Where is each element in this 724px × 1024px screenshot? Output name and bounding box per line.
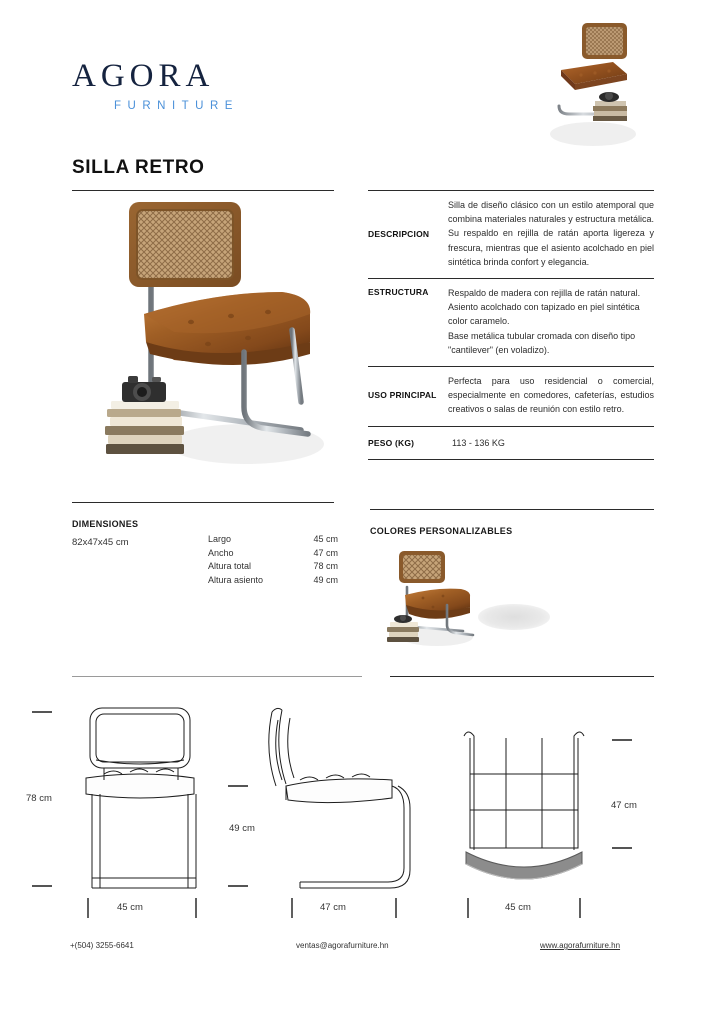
tech-divider-right <box>390 676 654 677</box>
color-placeholder-shadow <box>478 604 550 630</box>
title-divider <box>72 190 334 191</box>
top-width-label: 45 cm <box>505 902 531 913</box>
footer-phone: +(504) 3255-6641 <box>70 941 134 950</box>
drawing-front-view <box>32 708 196 918</box>
side-width-label: 47 cm <box>320 902 346 913</box>
spec-value-peso: 113 - 136 KG <box>452 437 505 448</box>
spec-row-descripcion <box>368 190 654 278</box>
dimensions-heading: DIMENSIONES <box>72 519 139 529</box>
side-height-label: 49 cm <box>229 823 255 834</box>
spec-table <box>368 190 654 460</box>
dimension-name: Ancho <box>208 547 234 558</box>
technical-drawings <box>0 690 724 930</box>
table-row <box>208 574 338 588</box>
dimension-name: Altura asiento <box>208 574 264 585</box>
estructura-line: Asiento acolchado con tapizado en piel sintética color caramelo. <box>448 302 640 327</box>
dimensions-table <box>208 533 338 587</box>
brand-logo <box>72 60 292 112</box>
dimension-value: 78 cm <box>313 561 338 571</box>
table-row <box>208 547 338 561</box>
drawing-side-view <box>228 708 410 918</box>
dimensions-divider <box>72 502 334 503</box>
colors-heading: COLORES PERSONALIZABLES <box>370 526 513 536</box>
spec-value-uso-principal: Perfecta para uso residencial o comercial, especialmente en comedores, cafeterías, estudios creativos o salas de reunión con estilo retro. <box>448 376 654 415</box>
dimension-value: 47 cm <box>313 547 338 558</box>
dimension-value: 49 cm <box>313 574 338 585</box>
product-photo-main <box>96 192 358 482</box>
spec-label-uso-principal: USO PRINCIPAL <box>368 390 437 401</box>
spec-label-estructura: ESTRUCTURA <box>368 287 429 298</box>
front-width-label: 45 cm <box>117 902 143 913</box>
spec-label-descripcion: DESCRIPCION <box>368 228 430 239</box>
page-title: SILLA RETRO <box>72 157 205 178</box>
drawing-top-view <box>464 732 632 918</box>
spec-value-descripcion: Silla de diseño clásico con un estilo atemporal que combina materiales naturales y estructura metálica. Su respaldo en rejilla de ratán aporta ligereza y frescura, mientras que el asiento acolchado en piel sintética brinda confort y elegancia. <box>448 200 654 267</box>
top-depth-label: 47 cm <box>611 800 637 811</box>
footer-email[interactable]: ventas@agorafurniture.hn <box>296 941 389 950</box>
table-row <box>208 560 338 574</box>
estructura-line: Base metálica tubular cromada con diseño tipo "cantilever" (en voladizo). <box>448 330 636 355</box>
spec-row-uso-principal <box>368 366 654 426</box>
table-row <box>208 533 338 547</box>
brand-name: AGORA <box>72 58 215 94</box>
front-height-label: 78 cm <box>26 793 52 804</box>
footer-website[interactable]: www.agorafurniture.hn <box>540 941 621 950</box>
estructura-line: Respaldo de madera con rejilla de ratán natural. <box>448 288 641 299</box>
product-thumbnail-top <box>535 18 665 158</box>
color-swatch-thumbnail[interactable] <box>385 545 495 650</box>
dimensions-summary: 82x47x45 cm <box>72 537 129 548</box>
tech-divider-left <box>72 676 362 677</box>
dimension-name: Largo <box>208 534 232 544</box>
spec-value-estructura <box>442 286 654 357</box>
colors-divider <box>370 509 654 510</box>
dimension-name: Altura total <box>208 561 252 571</box>
spec-label-peso: PESO (KG) <box>368 437 415 448</box>
spec-row-estructura <box>368 278 654 366</box>
brand-tagline: FURNITURE <box>114 100 239 112</box>
dimension-value: 45 cm <box>313 534 338 544</box>
spec-row-peso <box>368 426 654 460</box>
